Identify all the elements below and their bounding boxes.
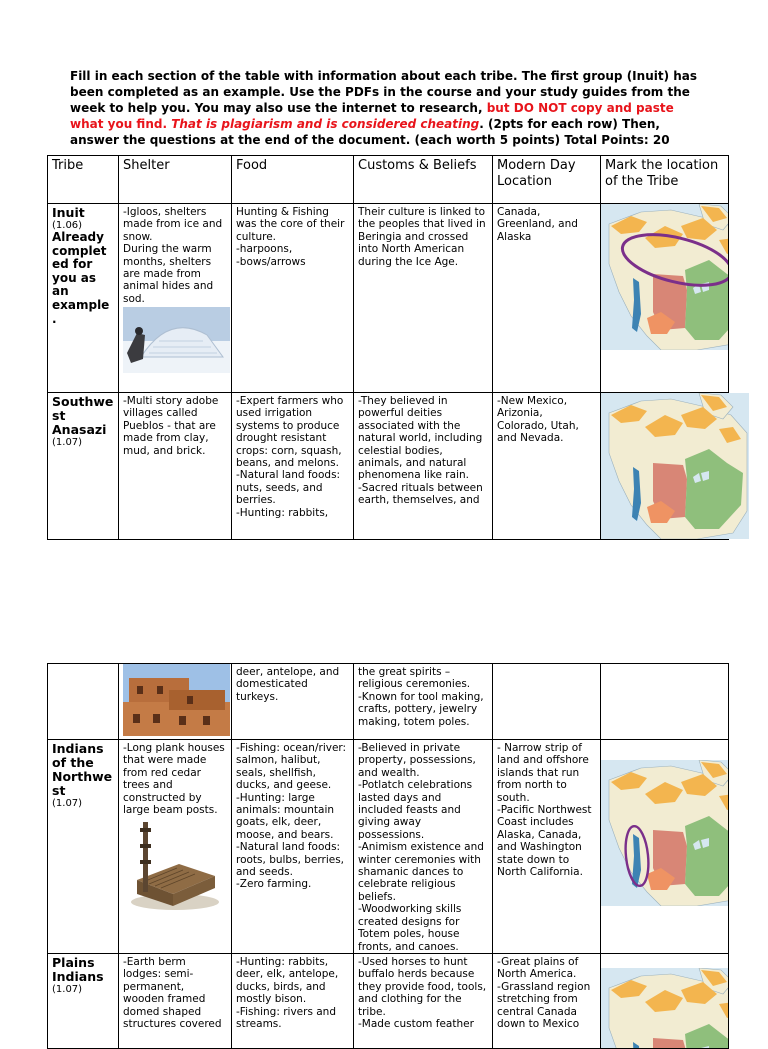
customs-cell[interactable]: -Used horses to hunt buffalo herds because they provide food, tools, and clothing for the tribe. -Made custom feather [354,953,493,1048]
lesson-code: (1.06) [52,220,83,231]
longhouse-photo [123,818,221,916]
header-location: Modern Day Location [493,156,601,204]
table-row-anasazi-continued [48,664,729,740]
tribe-name: Plains Indians [52,954,104,984]
tribe-cell [48,953,119,1048]
tribe-cell [48,204,119,393]
shelter-cell[interactable] [119,740,232,954]
map-plains [601,968,729,1048]
tribe-cell [48,740,119,954]
instructions-text: Fill in each section of the table with information about each tribe. The first group (Inuit) has been completed as an example. Use the PDFs in the course and your study guides from the week to help you. You may also use the internet to research, [70,69,698,115]
map-northwest [601,760,729,906]
example-note: Already complet ed for you as an example . [52,230,110,326]
customs-cell[interactable]: the great spirits – religious ceremonies. -Known for tool making, crafts, pottery, jewelry making, totem poles. [354,664,493,740]
customs-cell[interactable]: -They believed in powerful deities associated with the natural world, including celestial bodies, animals, and natural phenomena like rain. -Sacred rituals between earth, themselves, and [354,393,493,540]
tribes-table-page-1 [47,155,729,540]
shelter-cell[interactable] [119,664,232,740]
tribe-name: Inuit [52,205,85,220]
tribe-cell [48,393,119,540]
header-tribe: Tribe [48,156,119,204]
shelter-cell[interactable] [119,204,232,393]
header-customs: Customs & Beliefs [354,156,493,204]
location-cell[interactable]: Canada, Greenland, and Alaska [493,204,601,393]
tribes-table-page-2 [47,663,729,1049]
customs-cell[interactable]: -Believed in private property, possessions, and wealth. -Potlatch celebrations lasted days and included feasts and giving away possessions. -Animism existence and winter ceremonies with shamanic dances to celebrate religious beliefs. -Woodworking skills created designs for Totem poles, house fronts, and canoes. [354,740,493,954]
warning-italic-text: That is plagiarism and is considered cheating [171,117,480,131]
instructions [70,68,710,148]
tribe-name: Southwe st Anasazi [52,394,114,437]
location-cell[interactable]: -New Mexico, Arizonia, Colorado, Utah, and Nevada. [493,393,601,540]
table-row-plains [48,953,729,1048]
points-text: . (2pts for each row) Then, answer the questions at the end of the document. (each worth 5 points) Total Points: 20 [70,117,670,147]
warning-text: but DO NOT copy and paste what you find. [70,101,674,131]
shelter-text: -Igloos, shelters made from ice and snow. During the warm months, shelters are made from animal hides and sod. [123,206,223,305]
tribe-name: Indians of the Northwe st [52,741,113,798]
header-mark-location: Mark the location of the Tribe [601,156,729,204]
table-row-anasazi [48,393,729,540]
map-cell[interactable] [601,953,729,1048]
map-cell[interactable] [601,393,729,540]
tribe-cell [48,664,119,740]
table-row-northwest [48,740,729,954]
customs-cell[interactable]: Their culture is linked to the peoples that lived in Beringia and crossed into North American during the Ice Age. [354,204,493,393]
shelter-text: -Long plank houses that were made from red cedar trees and constructed by large beam posts. [123,742,225,817]
lesson-code: (1.07) [52,983,83,995]
map-cell[interactable] [601,204,729,393]
table-row-inuit [48,204,729,393]
lesson-code: (1.07) [52,798,83,809]
table-header-row [48,156,729,204]
location-cell[interactable]: -Great plains of North America. -Grassland region stretching from central Canada down to Mexico [493,953,601,1048]
igloo-photo [123,307,230,373]
food-cell[interactable]: -Fishing: ocean/river: salmon, halibut, seals, shellfish, ducks, and geese. -Hunting: large animals: mountain goats, elk, deer, moose, and bears. -Natural land foods: roots, bulbs, berries, and seeds. -Zero farming. [232,740,354,954]
shelter-cell[interactable]: -Multi story adobe villages called Pueblos - that are made from clay, mud, and brick. [119,393,232,540]
map-cell[interactable] [601,664,729,740]
header-shelter: Shelter [119,156,232,204]
location-cell[interactable] [493,664,601,740]
food-cell[interactable]: Hunting & Fishing was the core of their culture. -harpoons, -bows/arrows [232,204,354,393]
lesson-code: (1.07) [52,437,83,448]
location-cell[interactable]: - Narrow strip of land and offshore islands that run from north to south. -Pacific Northwest Coast includes Alaska, Canada, and Washington state down to North California. [493,740,601,954]
food-cell[interactable]: -Expert farmers who used irrigation systems to produce drought resistant crops: corn, squash, beans, and melons. -Natural land foods: nuts, seeds, and berries. -Hunting: rabbits, [232,393,354,540]
food-cell[interactable]: deer, antelope, and domesticated turkeys. [232,664,354,740]
shelter-cell[interactable]: -Earth berm lodges: semi-permanent, wooden framed domed shaped structures covered [119,953,232,1048]
pueblo-photo [123,664,230,736]
map-anasazi [601,393,749,539]
map-inuit [601,204,729,350]
map-cell[interactable] [601,740,729,954]
food-cell[interactable]: -Hunting: rabbits, deer, elk, antelope, ducks, birds, and mostly bison. -Fishing: rivers and streams. [232,953,354,1048]
header-food: Food [232,156,354,204]
